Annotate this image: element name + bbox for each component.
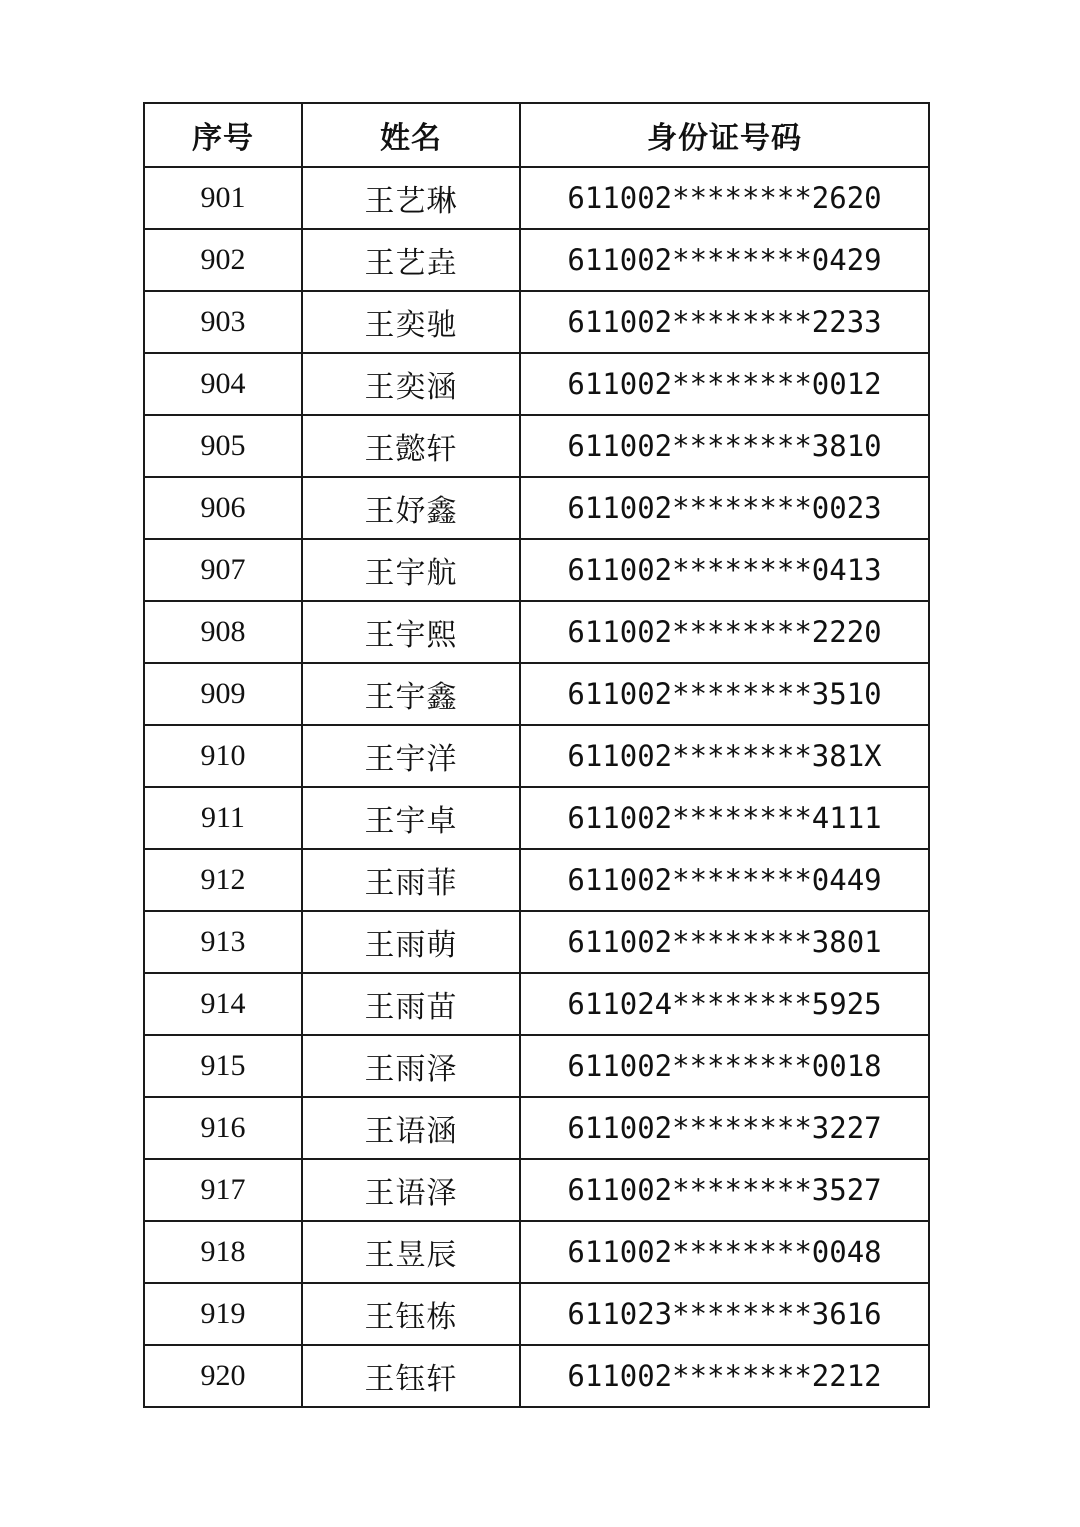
roster-table: [143, 102, 930, 1408]
cell-name: 王宇鑫: [302, 663, 520, 725]
table-row: [144, 1035, 929, 1097]
cell-name: 王钰轩: [302, 1345, 520, 1407]
cell-seq: 901: [144, 167, 302, 229]
cell-id-number: 611002********3510: [520, 663, 929, 725]
cell-id-number: 611002********2233: [520, 291, 929, 353]
cell-name: 王雨萌: [302, 911, 520, 973]
table-row: [144, 973, 929, 1035]
cell-seq: 910: [144, 725, 302, 787]
cell-seq: 904: [144, 353, 302, 415]
table-row: [144, 663, 929, 725]
table-row: [144, 1221, 929, 1283]
cell-seq: 902: [144, 229, 302, 291]
cell-id-number: 611002********0012: [520, 353, 929, 415]
cell-seq: 908: [144, 601, 302, 663]
table-row: [144, 477, 929, 539]
cell-id-number: 611002********3810: [520, 415, 929, 477]
cell-name: 王懿轩: [302, 415, 520, 477]
cell-name: 王语泽: [302, 1159, 520, 1221]
table-row: [144, 911, 929, 973]
cell-id-number: 611002********0023: [520, 477, 929, 539]
cell-name: 王妤鑫: [302, 477, 520, 539]
cell-id-number: 611002********0018: [520, 1035, 929, 1097]
table-row: [144, 229, 929, 291]
cell-name: 王昱辰: [302, 1221, 520, 1283]
cell-name: 王雨菲: [302, 849, 520, 911]
cell-seq: 906: [144, 477, 302, 539]
cell-seq: 914: [144, 973, 302, 1035]
cell-id-number: 611002********2212: [520, 1345, 929, 1407]
cell-name: 王宇卓: [302, 787, 520, 849]
header-id-number: 身份证号码: [520, 103, 929, 167]
cell-name: 王宇洋: [302, 725, 520, 787]
cell-id-number: 611002********3801: [520, 911, 929, 973]
table-row: [144, 353, 929, 415]
table-row: [144, 1345, 929, 1407]
cell-seq: 905: [144, 415, 302, 477]
cell-id-number: 611023********3616: [520, 1283, 929, 1345]
cell-name: 王宇熙: [302, 601, 520, 663]
table-row: [144, 1159, 929, 1221]
table-row: [144, 415, 929, 477]
cell-id-number: 611002********3227: [520, 1097, 929, 1159]
cell-id-number: 611002********2620: [520, 167, 929, 229]
cell-seq: 919: [144, 1283, 302, 1345]
cell-name: 王雨泽: [302, 1035, 520, 1097]
table-row: [144, 291, 929, 353]
table-row: [144, 1097, 929, 1159]
table-row: [144, 849, 929, 911]
cell-id-number: 611002********0429: [520, 229, 929, 291]
cell-name: 王钰栋: [302, 1283, 520, 1345]
cell-seq: 915: [144, 1035, 302, 1097]
header-seq: 序号: [144, 103, 302, 167]
cell-seq: 913: [144, 911, 302, 973]
cell-seq: 920: [144, 1345, 302, 1407]
table-header: [144, 103, 929, 167]
cell-name: 王宇航: [302, 539, 520, 601]
cell-id-number: 611002********2220: [520, 601, 929, 663]
cell-seq: 918: [144, 1221, 302, 1283]
table-row: [144, 725, 929, 787]
cell-id-number: 611002********0449: [520, 849, 929, 911]
cell-seq: 912: [144, 849, 302, 911]
cell-seq: 916: [144, 1097, 302, 1159]
cell-name: 王语涵: [302, 1097, 520, 1159]
cell-seq: 907: [144, 539, 302, 601]
cell-name: 王奕涵: [302, 353, 520, 415]
cell-name: 王艺琳: [302, 167, 520, 229]
table-row: [144, 167, 929, 229]
header-name: 姓名: [302, 103, 520, 167]
cell-name: 王艺垚: [302, 229, 520, 291]
cell-seq: 917: [144, 1159, 302, 1221]
cell-seq: 903: [144, 291, 302, 353]
cell-seq: 911: [144, 787, 302, 849]
cell-id-number: 611002********0413: [520, 539, 929, 601]
cell-id-number: 611002********4111: [520, 787, 929, 849]
cell-id-number: 611002********381X: [520, 725, 929, 787]
table-row: [144, 1283, 929, 1345]
table-row: [144, 539, 929, 601]
header-row: [144, 103, 929, 167]
cell-id-number: 611002********0048: [520, 1221, 929, 1283]
cell-seq: 909: [144, 663, 302, 725]
cell-id-number: 611002********3527: [520, 1159, 929, 1221]
cell-name: 王奕驰: [302, 291, 520, 353]
table-row: [144, 601, 929, 663]
cell-id-number: 611024********5925: [520, 973, 929, 1035]
table-row: [144, 787, 929, 849]
table-body: [144, 167, 929, 1407]
cell-name: 王雨苗: [302, 973, 520, 1035]
